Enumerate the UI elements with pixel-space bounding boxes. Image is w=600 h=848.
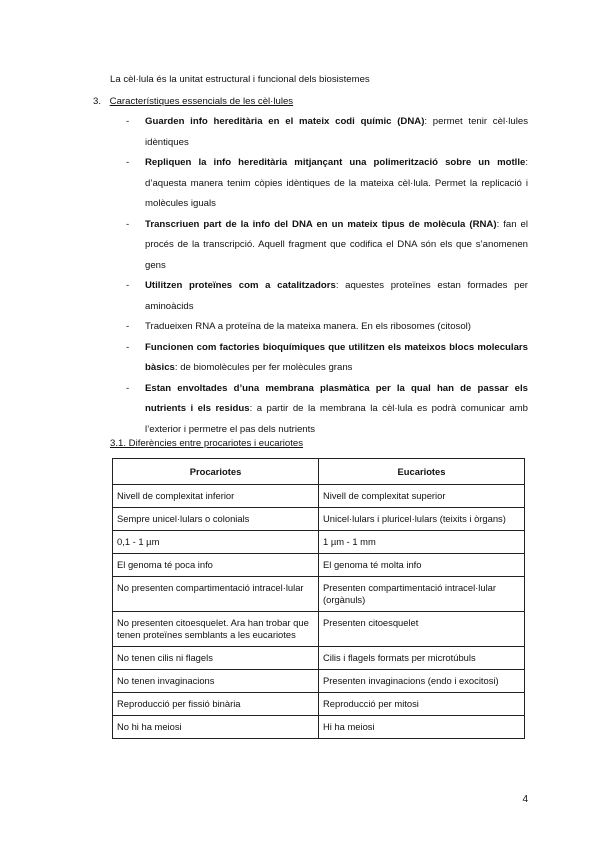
- table-row: [113, 577, 525, 612]
- table-row: [113, 647, 525, 670]
- table-header-row: [113, 459, 525, 485]
- list-item: - Funcionen com factories bioquímiques que utilitzen els mateixos blocs moleculars bàsics: de biomolècules per fer molècules grans: [126, 341, 528, 373]
- header-eucariotes: Eucariotes: [319, 459, 525, 485]
- list-item: - Transcriuen part de la info del DNA en un mateix tipus de molècula (RNA): fan el procés de la transcripció. Aquell fragment que codifica el DNA són els que s’anomenen gens: [126, 218, 528, 271]
- characteristics-list: [126, 112, 528, 440]
- table-cell: Hi ha meiosi: [319, 716, 525, 739]
- header-procariotes: Procariotes: [113, 459, 319, 485]
- table-row: [113, 554, 525, 577]
- table-row: [113, 508, 525, 531]
- table-cell: No tenen invaginacions: [113, 670, 319, 693]
- section-heading: [93, 96, 533, 107]
- table-cell: Reproducció per mitosi: [319, 693, 525, 716]
- table-cell: Sempre unicel·lulars o colonials: [113, 508, 319, 531]
- table-cell: El genoma té molta info: [319, 554, 525, 577]
- table-row: [113, 716, 525, 739]
- table-cell: Unicel·lulars i pluricel·lulars (teixits i òrgans): [319, 508, 525, 531]
- table-cell: 0,1 - 1 µm: [113, 531, 319, 554]
- table-row: [113, 485, 525, 508]
- table-cell: Cilis i flagels formats per microtúbuls: [319, 647, 525, 670]
- table-row: [113, 670, 525, 693]
- list-item: - Utilitzen proteïnes com a catalitzadors: aquestes proteïnes estan formades per aminoàcids: [126, 280, 528, 312]
- list-item: - Guarden info hereditària en el mateix codi químic (DNA): permet tenir cèl·lules idèntiques: [126, 116, 528, 148]
- table-row: [113, 693, 525, 716]
- table-cell: Presenten compartimentació intracel·lular (orgànuls): [319, 577, 525, 612]
- table-row: [113, 531, 525, 554]
- table-cell: Reproducció per fissió binària: [113, 693, 319, 716]
- table-cell: 1 µm - 1 mm: [319, 531, 525, 554]
- table-cell: Nivell de complexitat inferior: [113, 485, 319, 508]
- table-cell: El genoma té poca info: [113, 554, 319, 577]
- list-item: - Tradueixen RNA a proteïna de la mateixa manera. En els ribosomes (citosol): [126, 321, 471, 332]
- page-number: 4: [522, 794, 528, 805]
- section-number: 3.: [93, 96, 102, 107]
- subsection-title: 3.1. Diferències entre procariotes i eucariotes: [110, 438, 304, 449]
- table-cell: Presenten invaginacions (endo i exocitosi): [319, 670, 525, 693]
- section-title: Característiques essencials de les cèl·lules: [109, 96, 294, 107]
- table-cell: No hi ha meiosi: [113, 716, 319, 739]
- list-item: - Repliquen la info hereditària mitjançant una polimerització sobre un motlle: d’aquesta manera tenim còpies idèntiques de la mateixa cèl·lula. Permet la replicació i molècules iguals: [126, 157, 528, 209]
- table-cell: Nivell de complexitat superior: [319, 485, 525, 508]
- table-cell: No presenten compartimentació intracel·lular: [113, 577, 319, 612]
- intro-sentence: La cèl·lula és la unitat estructural i funcional dels biosistemes: [110, 74, 370, 85]
- comparison-table: [112, 458, 525, 739]
- table-cell: No tenen cilis ni flagels: [113, 647, 319, 670]
- table-cell: Presenten citoesquelet: [319, 612, 525, 647]
- list-item: - Estan envoltades d’una membrana plasmàtica per la qual han de passar els nutrients i els residus: a partir de la membrana la cèl·lula es podrà comunicar amb l’exterior i permetre el pas dels nutrients: [126, 382, 528, 435]
- table-cell: No presenten citoesquelet. Ara han trobar que tenen proteïnes semblants a les eucariotes: [113, 612, 319, 647]
- table-row: [113, 612, 525, 647]
